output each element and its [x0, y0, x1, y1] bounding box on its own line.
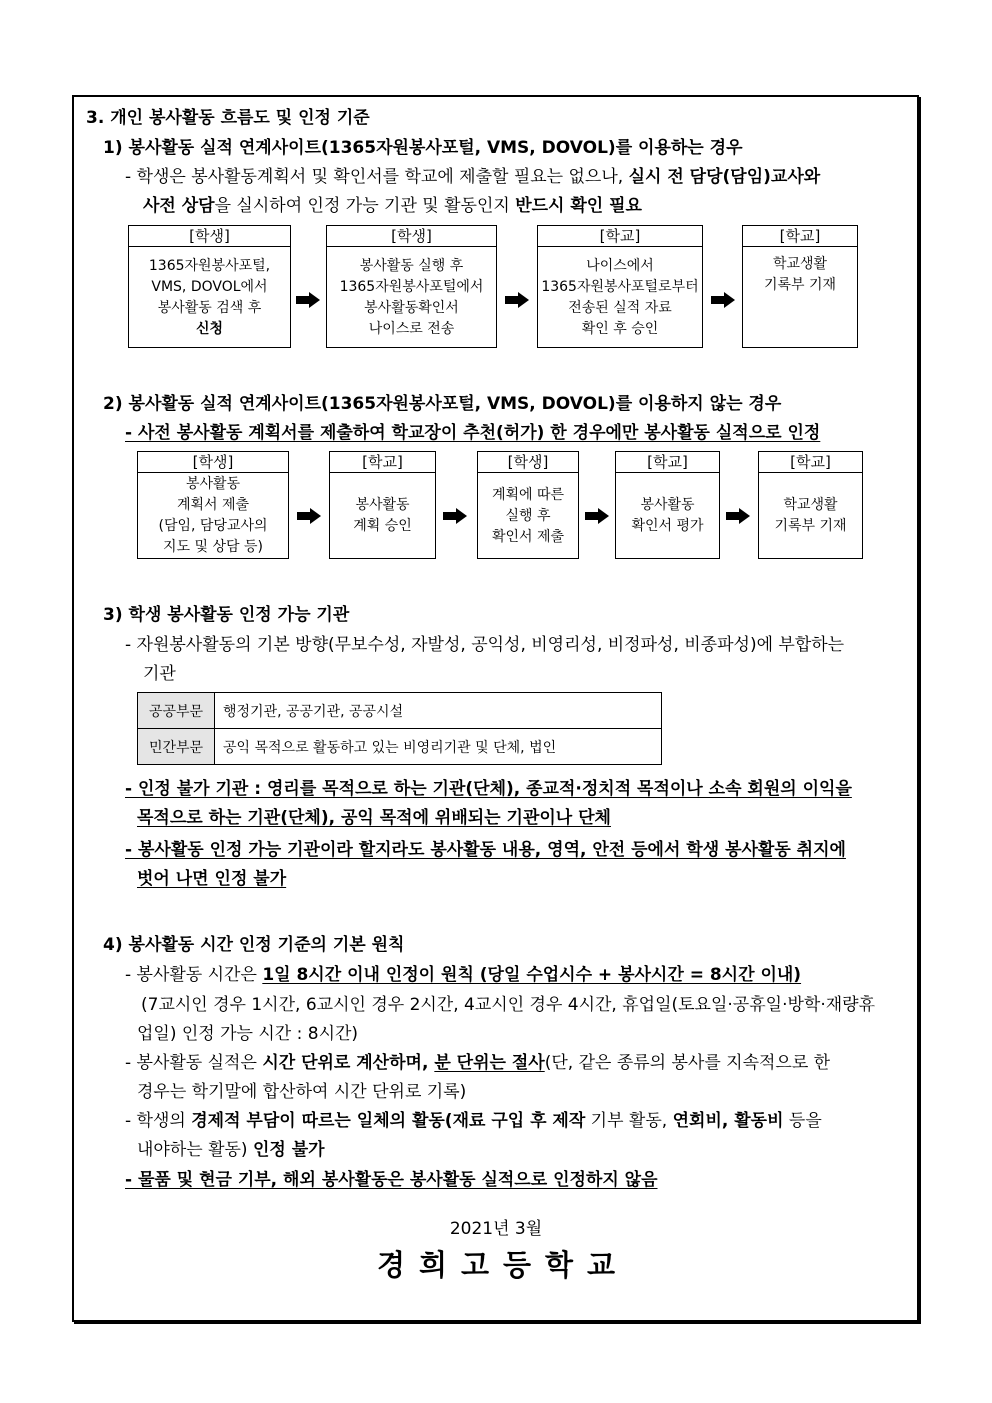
unrecognized-institutions-line1: - 인정 불가 기관 : 영리를 목적으로 하는 기관(단체), 종교적·정치적 목적이나 소속 회원의 이익을: [125, 779, 852, 799]
school-name: 경희고등학교: [376, 1248, 630, 1282]
flow2-step1-text: 봉사활동: [185, 476, 241, 492]
subsection-4-heading: 4) 봉사활동 시간 인정 기준의 기본 원칙: [103, 935, 405, 955]
document-date: 2021년 3월: [449, 1219, 543, 1239]
table-cell-label: 공공부문: [138, 693, 215, 729]
flow1-step2: [326, 225, 497, 348]
flow1-step3: [537, 225, 703, 348]
right-arrow-icon: [296, 292, 320, 308]
subsection-2-heading: 2) 봉사활동 실적 연계사이트(1365자원봉사포털, VMS, DOVOL)를 이용하지 않는 경우: [103, 394, 782, 414]
right-arrow-icon: [726, 508, 750, 524]
subsection-1-line1: - 학생은 봉사활동계획서 및 확인서를 학교에 제출할 필요는 없으나, 실시 전 담당(담임)교사와: [125, 167, 821, 187]
donation-exclusion-line: - 물품 및 현금 기부, 해외 봉사활동은 봉사활동 실적으로 인정하지 않음: [125, 1170, 658, 1190]
flow2-step4-text: 확인서 평가: [631, 518, 704, 534]
right-arrow-icon: [505, 292, 529, 308]
flow2-step4: [615, 451, 720, 559]
flow1-step3-text: 1365자원봉사포털로부터: [541, 278, 699, 295]
right-arrow-icon: [711, 292, 735, 308]
right-arrow-icon: [297, 508, 321, 524]
flow2-step5-text: 기록부 기재: [774, 518, 847, 534]
flow1-step2-text: 1365자원봉사포털에서: [339, 278, 484, 295]
flow1-step3-text: 전송된 실적 자료: [568, 299, 672, 316]
flow1-step1-header: [학생]: [129, 226, 290, 247]
flow2-step2-text: 계획 승인: [353, 518, 412, 534]
flow2-step1: [137, 451, 289, 559]
unrecognized-institutions-line2: 목적으로 하는 기관(단체), 공익 목적에 위배되는 기관이나 단체: [137, 808, 611, 828]
flow1-step2-header: [학생]: [327, 226, 496, 247]
flow1-step4-header: [학교]: [743, 226, 857, 247]
flow1-step4-text: 학교생활: [772, 256, 828, 272]
activity-restriction-line2: 벗어 나면 인정 불가: [137, 869, 287, 889]
flow2-step1-text: 계획서 제출: [176, 497, 250, 513]
time-rule-line1: - 봉사활동 시간은 1일 8시간 이내 인정이 원칙 (당일 수업시수 + 봉사시간 = 8시간 이내): [125, 965, 802, 985]
subsection-3-line1: - 자원봉사활동의 기본 방향(무보수성, 자발성, 공익성, 비영리성, 비정파성, 비종파성)에 부합하는: [125, 635, 845, 655]
flow2-step4-header: [학교]: [616, 452, 719, 473]
flow1-step2-text: 나이스로 전송: [368, 320, 455, 337]
flow2-step3-text: 확인서 제출: [491, 528, 565, 545]
section-title: 3. 개인 봉사활동 흐름도 및 인정 기준: [86, 108, 370, 128]
flow2-step3-text: 실행 후: [505, 507, 551, 524]
right-arrow-icon: [443, 508, 467, 524]
flow1-step3-text: 나이스에서: [586, 257, 654, 274]
flow1-step1-text: 봉사활동 검색 후: [157, 299, 262, 316]
flow1-step3-header: [학교]: [538, 226, 702, 247]
subsection-1-heading: 1) 봉사활동 실적 연계사이트(1365자원봉사포털, VMS, DOVOL)를 이용하는 경우: [103, 138, 743, 158]
flow2-step3-text: 계획에 따른: [491, 486, 565, 503]
economic-burden-line1: - 학생의 경제적 부담이 따르는 일체의 활동(재료 구입 후 제작 기부 활동, 연회비, 활동비 등을: [125, 1111, 822, 1131]
table-row: [138, 729, 662, 765]
flow1-step3-text: 확인 후 승인: [581, 320, 659, 337]
institution-table: [137, 692, 662, 765]
flow1-step4: [742, 225, 858, 348]
table-cell-value: 공익 목적으로 활동하고 있는 비영리기관 및 단체, 법인: [215, 729, 662, 765]
flow2-step5-header: [학교]: [759, 452, 862, 473]
flow2-step1-text: (담임, 담당교사의: [158, 518, 268, 534]
flow1-step1: [128, 225, 291, 348]
table-cell-label: 민간부문: [138, 729, 215, 765]
flow1-step1-text: VMS, DOVOL에서: [151, 278, 268, 295]
flow2-step2-header: [학교]: [330, 452, 435, 473]
flow1-step2-text: 봉사활동확인서: [364, 299, 459, 316]
flow1-step4-text: 기록부 기재: [763, 277, 837, 293]
flow2-step4-text: 봉사활동: [640, 497, 695, 513]
subsection-2-line1: - 사전 봉사활동 계획서를 제출하여 학교장이 추천(허가) 한 경우에만 봉사활동 실적으로 인정: [125, 423, 821, 443]
flow2-step2: [329, 451, 436, 559]
flow1-step1-text: 신청: [195, 320, 224, 337]
subsection-3-heading: 3) 학생 봉사활동 인정 가능 기관: [103, 605, 350, 625]
activity-restriction-line1: - 봉사활동 인정 가능 기관이라 할지라도 봉사활동 내용, 영역, 안전 등에서 학생 봉사활동 취지에: [125, 840, 846, 860]
flow2-step1-text: 지도 및 상담 등): [163, 539, 263, 555]
economic-burden-line2: 내야하는 활동) 인정 불가: [137, 1140, 325, 1160]
flow2-step3: [477, 451, 579, 559]
flow1-step1-text: 1365자원봉사포털,: [148, 257, 271, 274]
time-unit-line1: - 봉사활동 실적은 시간 단위로 계산하며, 분 단위는 절사(단, 같은 종류의 봉사를 지속적으로 한: [125, 1053, 831, 1073]
right-arrow-icon: [585, 508, 609, 524]
flow2-step5: [758, 451, 863, 559]
table-cell-value: 행정기관, 공공기관, 공공시설: [215, 693, 662, 729]
flow2-step3-header: [학생]: [478, 452, 578, 473]
table-row: [138, 693, 662, 729]
subsection-3-line2: 기관: [143, 664, 176, 684]
flow2-step1-header: [학생]: [138, 452, 288, 473]
subsection-1-line2: 사전 상담을 실시하여 인정 가능 기관 및 활동인지 반드시 확인 필요: [143, 196, 642, 216]
flow1-step2-text: 봉사활동 실행 후: [359, 257, 464, 274]
flow2-step2-text: 봉사활동: [355, 497, 410, 513]
flow2-step5-text: 학교생활: [783, 497, 838, 513]
time-unit-line2: 경우는 학기말에 합산하여 시간 단위로 기록): [137, 1082, 467, 1102]
time-rule-line2: (7교시인 경우 1시간, 6교시인 경우 2시간, 4교시인 경우 4시간, 휴업일(토요일·공휴일·방학·재량휴: [141, 995, 875, 1015]
time-rule-line3: 업일) 인정 가능 시간 : 8시간): [137, 1024, 359, 1044]
